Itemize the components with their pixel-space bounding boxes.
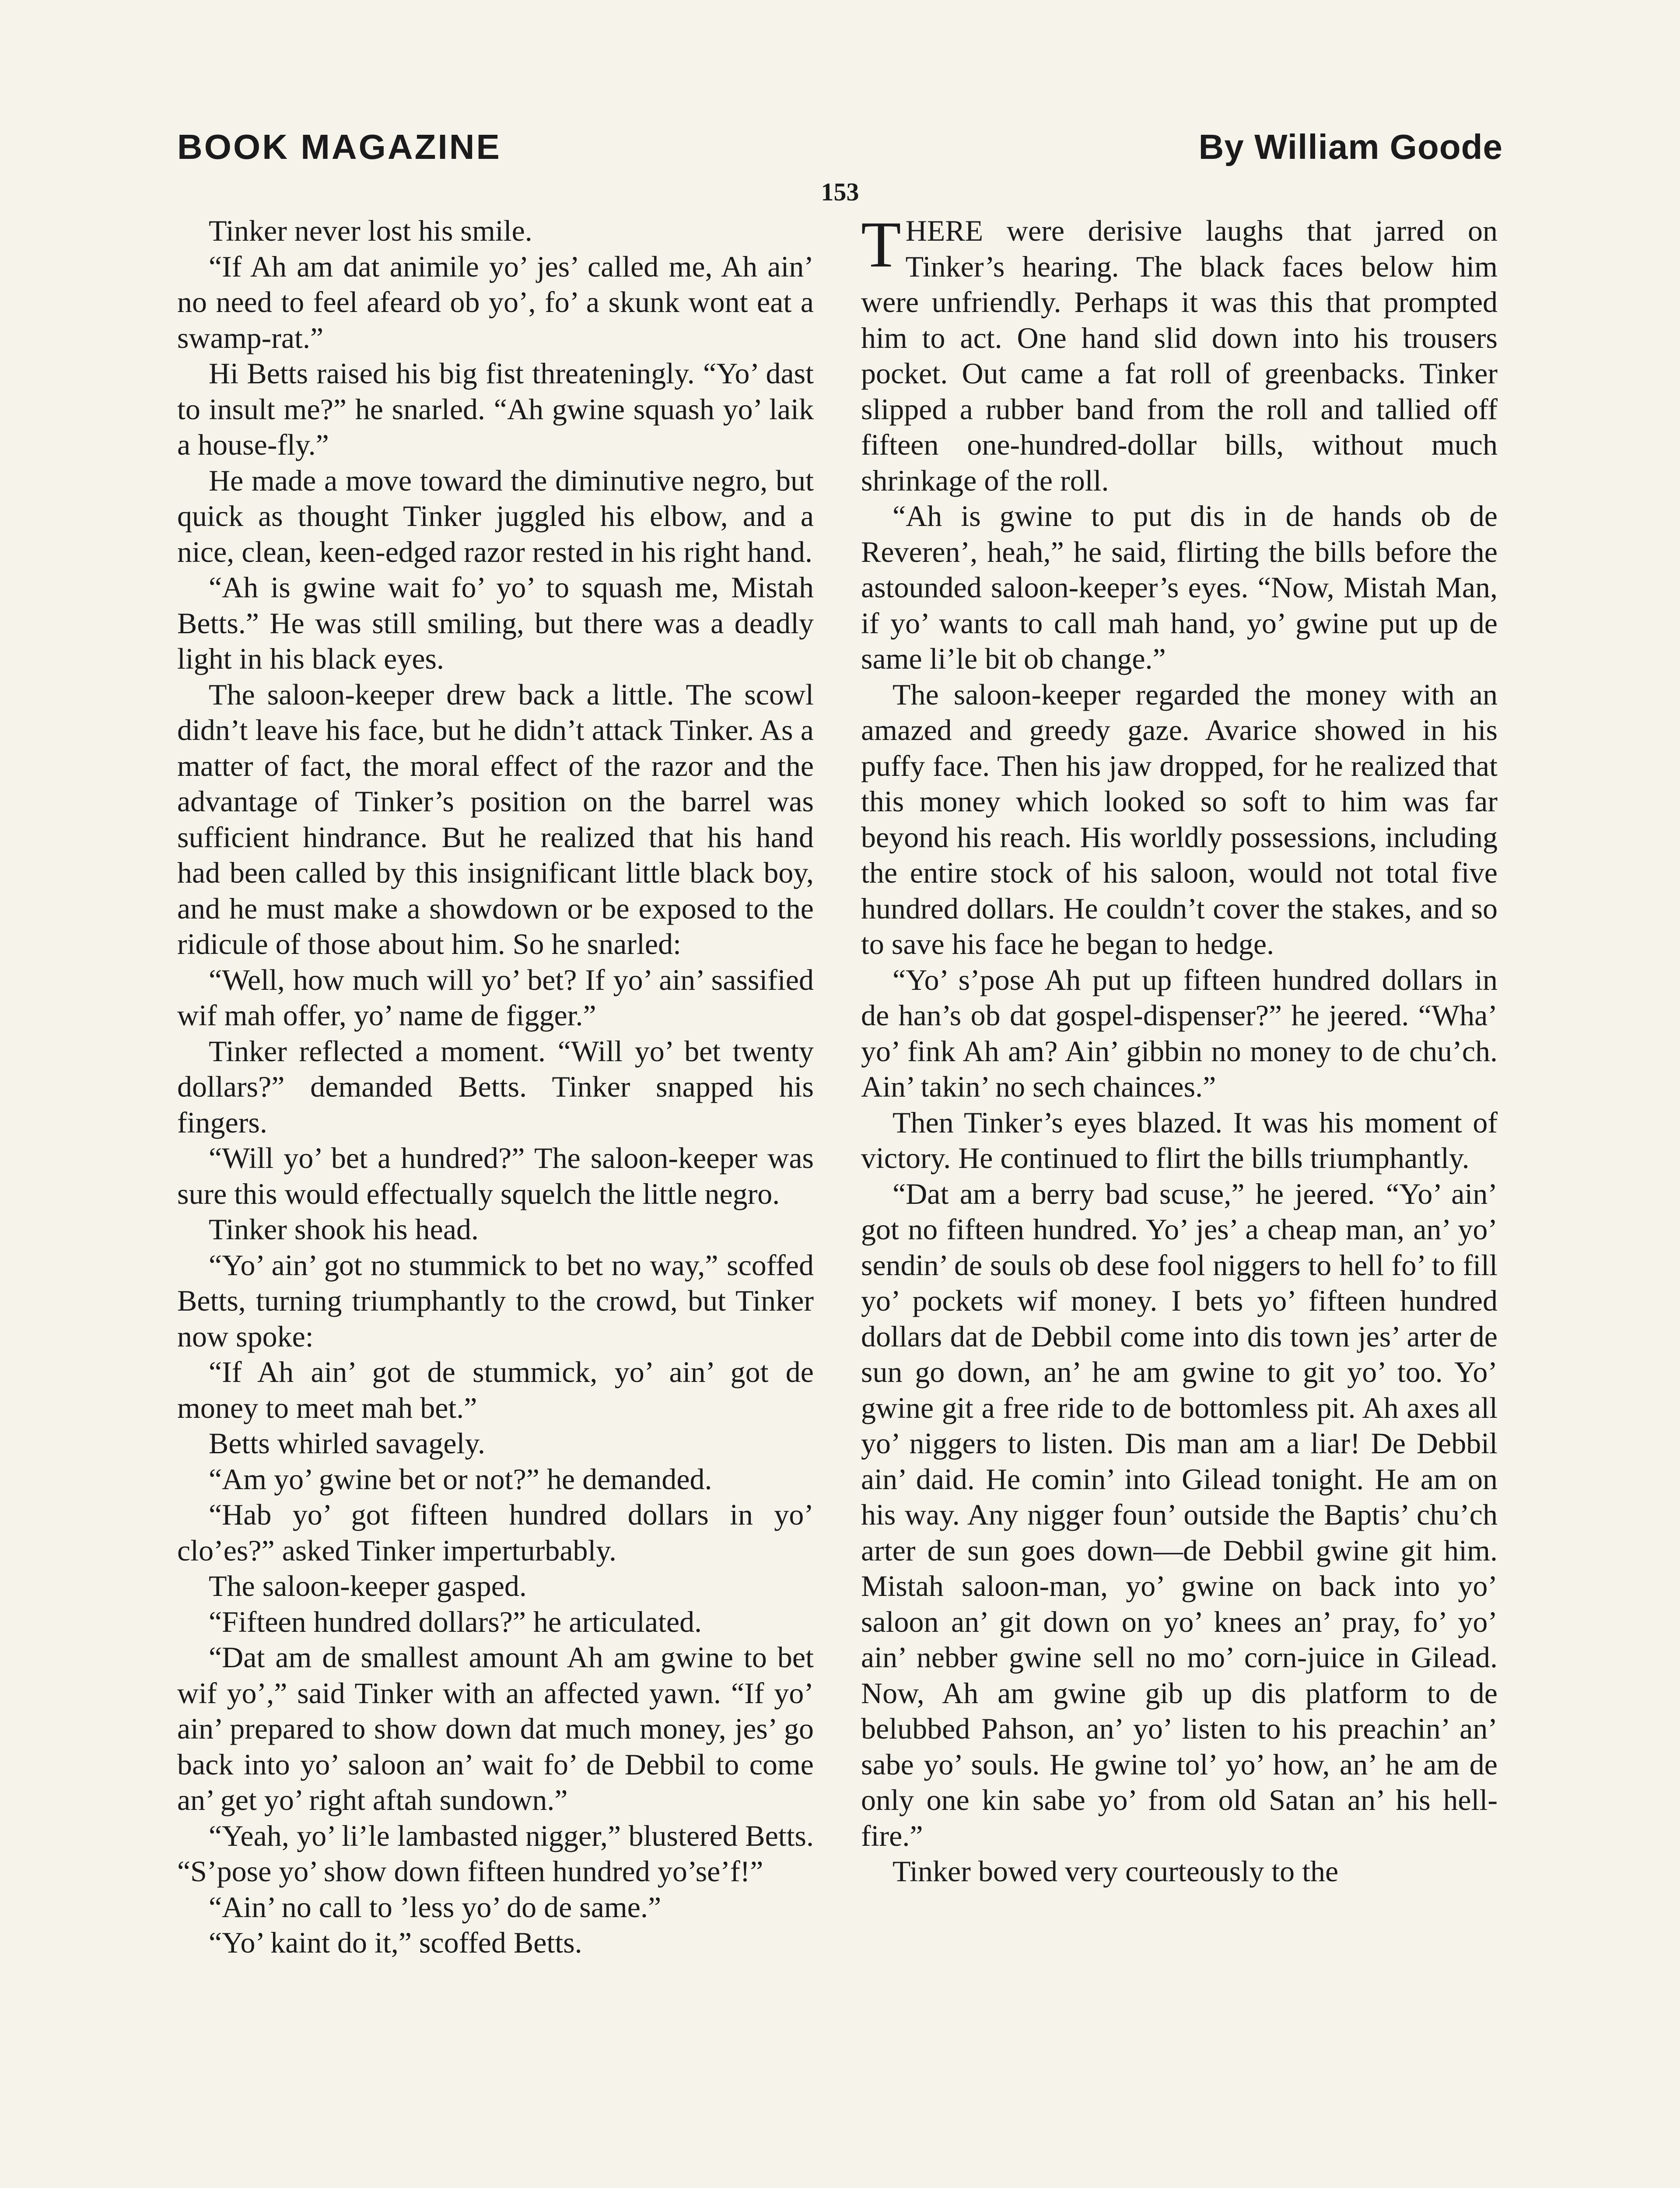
paragraph: “If Ah ain’ got de stummick, yo’ ain’ got de money to meet mah bet.” <box>177 1355 814 1424</box>
paragraph: Then Tinker’s eyes blazed. It was his moment of victory. He continued to flirt the bills triumphantly. <box>861 1105 1498 1175</box>
paragraph: “Ain’ no call to ’less yo’ do de same.” <box>209 1890 662 1924</box>
paragraph: He made a move toward the diminutive negro, but quick as thought Tinker juggled his elbow, and a nice, clean, keen-edged razor rested in his right hand. <box>177 463 814 568</box>
paragraph: “If Ah am dat animile yo’ jes’ called me, Ah ain’ no need to feel afeard ob yo’, fo’ a skunk wont eat a swamp-rat.” <box>177 249 814 354</box>
paragraph: The saloon-keeper gasped. <box>209 1569 527 1602</box>
paragraph: Tinker bowed very courteously to the <box>892 1855 1339 1888</box>
paragraph: “Am yo’ gwine bet or not?” he demanded. <box>209 1462 712 1496</box>
paragraph: Tinker never lost his smile. <box>209 214 532 247</box>
paragraph: “Fifteen hundred dollars?” he articulated. <box>209 1605 702 1638</box>
right-column <box>861 208 1498 1890</box>
paragraph: “Will yo’ bet a hundred?” The saloon-keeper was sure this would effectually squelch the little negro. <box>177 1141 814 1210</box>
paragraph: “Hab yo’ got fifteen hundred dollars in yo’ clo’es?” asked Tinker imperturbably. <box>177 1498 814 1567</box>
opening-paragraph <box>861 208 1498 498</box>
paragraph: Tinker reflected a moment. “Will yo’ bet twenty dollars?” demanded Betts. Tinker snapped his fingers. <box>177 1034 814 1139</box>
paragraph: Betts whirled savagely. <box>209 1427 485 1460</box>
paragraph: The saloon-keeper regarded the money with an amazed and greedy gaze. Avarice showed in his puffy face. Then his jaw dropped, for he realized that this money which looked so soft to him was far beyond his reach. His worldly possessions, including the entire stock of his saloon, would not total five hundred dollars. He couldn’t cover the stakes, and so to save his face he began to hedge. <box>861 677 1498 961</box>
paragraph: Hi Betts raised his big fist threateningly. “Yo’ dast to insult me?” he snarled. “Ah gwine squash yo’ laik a house-fly.” <box>177 357 814 461</box>
paragraph: “Dat am de smallest amount Ah am gwine to bet wif yo’,” said Tinker with an affected yawn. “If yo’ ain’ prepared to show down dat much money, jes’ go back into yo’ saloon an’ wait fo’ de Debbil to come an’ get yo’ right aftah sundown.” <box>177 1641 814 1816</box>
paragraph: The saloon-keeper drew back a little. The scowl didn’t leave his face, but he didn’t attack Tinker. As a matter of fact, the moral effect of the razor and the advantage of Tinker’s position on the barrel was sufficient hindrance. But he realized that his hand had been called by this insignificant little black boy, and he must make a showdown or be exposed to the ridicule of those about him. So he snarled: <box>177 677 814 961</box>
author-byline: By William Goode <box>1198 127 1503 166</box>
paragraph: “Dat am a berry bad scuse,” he jeered. “Yo’ ain’ got no fifteen hundred. Yo’ jes’ a cheap man, an’ yo’ sendin’ de souls ob dese fool niggers to hell fo’ to fill yo’ pockets wif money. I bets yo’ fifteen hundred dollars dat de Debbil come into dis town jes’ arter de sun go down, an’ he am gwine to git yo’ too. Yo’ gwine git a free ride to de bottomless pit. Ah axes all yo’ niggers to listen. Dis man am a liar! De Debbil ain’ daid. He comin’ into Gilead tonight. He am on his way. Any nigger foun’ outside the Baptis’ chu’ch arter de sun goes down—de Debbil gwine git him. Mistah saloon-man, yo’ gwine on back into yo’ saloon an’ git down on yo’ knees an’ pray, fo’ yo’ ain’ nebber gwine sell no mo’ corn-juice in Gilead. Now, Ah am gwine gib up dis platform to de belubbed Pahson, an’ yo’ listen to his preachin’ an’ sabe yo’ souls. He gwine tol’ yo’ how, an’ he am de only one kin sabe yo’ from old Satan an’ his hell-fire.” <box>861 1177 1498 1852</box>
paragraph: “Yeah, yo’ li’le lambasted nigger,” blustered Betts. “S’pose yo’ show down fifteen hundred yo’se’f!” <box>177 1819 814 1888</box>
magazine-title: BOOK MAGAZINE <box>177 127 501 166</box>
paragraph: “Yo’ kaint do it,” scoffed Betts. <box>209 1926 582 1959</box>
paragraph: “Well, how much will yo’ bet? If yo’ ain’ sassified wif mah offer, yo’ name de figger.” <box>177 963 814 1032</box>
paragraph: “Yo’ ain’ got no stummick to bet no way,” scoffed Betts, turning triumphantly to the crowd, but Tinker now spoke: <box>177 1248 814 1353</box>
paragraph: Tinker shook his head. <box>209 1213 479 1246</box>
opening-paragraph-text: HERE were derisive laughs that jarred on Tinker’s hearing. The black faces below him were unfriendly. Perhaps it was this that prompted him to act. One hand slid down into his trousers pocket. Out came a fat roll of greenbacks. Tinker slipped a rubber band from the roll and tallied off fifteen one-hundred-dollar bills, without much shrinkage of the roll. <box>861 214 1498 497</box>
drop-cap: T <box>861 208 901 281</box>
paragraph: “Ah is gwine wait fo’ yo’ to squash me, Mistah Betts.” He was still smiling, but there was a deadly light in his black eyes. <box>177 571 814 675</box>
page-number: 153 <box>821 178 859 206</box>
paragraph: “Ah is gwine to put dis in de hands ob de Reveren’, heah,” he said, flirting the bills before the astounded saloon-keeper’s eyes. “Now, Mistah Man, if yo’ wants to call mah hand, yo’ gwine put up de same li’le bit ob change.” <box>861 499 1498 675</box>
paragraph: “Yo’ s’pose Ah put up fifteen hundred dollars in de han’s ob dat gospel-dispenser?” he jeered. “Wha’ yo’ fink Ah am? Ain’ gibbin no money to de chu’ch. Ain’ takin’ no sech chainces.” <box>861 963 1498 1103</box>
left-column <box>177 213 814 1961</box>
